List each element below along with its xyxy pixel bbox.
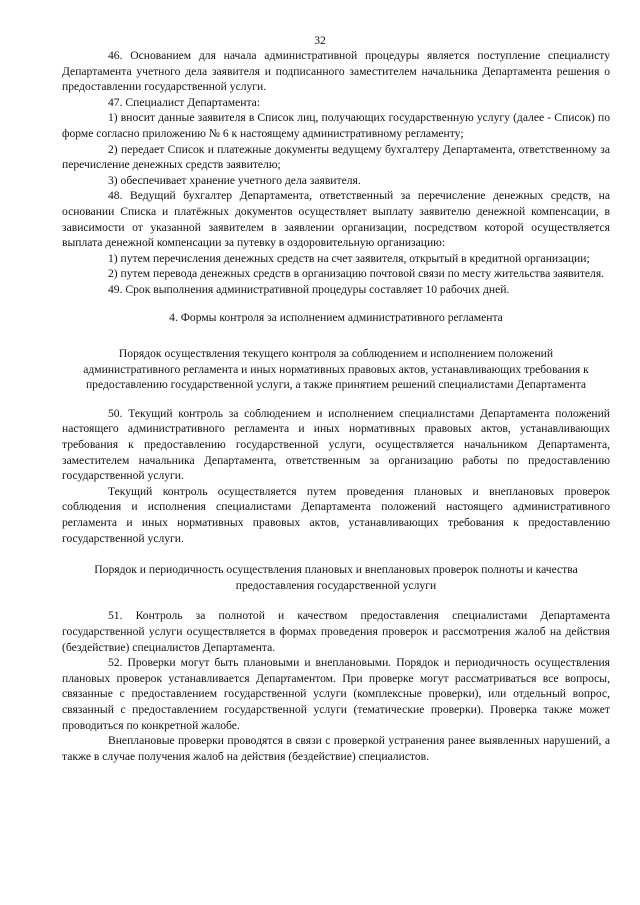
- paragraph-47-item-2: 2) передает Список и платежные документы ведущему бухгалтеру Департамента, ответственному за перечисление денежных средств заявителю;: [62, 142, 610, 172]
- paragraph-52: 52. Проверки могут быть плановыми и внеплановыми. Порядок и периодичность осуществления плановых проверок устанавливается Департаментом. При проверке могут рассматриваться все вопросы, связанные с предоставлением государственной услуги (комплексные проверки), или отдельный вопрос, связанный с предоставлением государственной услуги (тематические проверки). Проверка также может проводиться по конкретной жалобе.: [62, 656, 610, 732]
- paragraph-47-item-1: 1) вносит данные заявителя в Список лиц, получающих государственную услугу (далее - Список) по форме согласно приложению № 6 к настоящему административному регламенту;: [62, 111, 610, 140]
- paragraph-50-continued: Текущий контроль осуществляется путем проведения плановых и внеплановых проверок соблюдения и исполнения специалистами Департамента положений настоящего административного регламента и иных нормативных правовых актов, устанавливающих требования к предоставлению государственной услуги.: [62, 484, 610, 545]
- paragraph-47: 47. Специалист Департамента:: [108, 95, 261, 109]
- paragraph-48: 48. Ведущий бухгалтер Департамента, ответственный за перечисление денежных средств, на основании Списка и платёжных документов осуществляет выплату заявителю денежной компенсации, в зависимости от указанной заявителем в заявлении организации, посредством которой осуществляется выплата денежной компенсации за путевку в оздоровительную организацию:: [62, 189, 610, 250]
- paragraph-46: 46. Основанием для начала административной процедуры является поступление специалисту Департамента учетного дела заявителя и подписанного заместителем начальника Департамента решения о предоставлении государственной услуги.: [62, 49, 610, 94]
- section-title: 4. Формы контроля за исполнением административного регламента: [169, 310, 503, 324]
- document-body: [62, 48, 610, 764]
- subheading-current-control: Порядок осуществления текущего контроля за соблюдением и исполнением положений административного регламента и иных нормативных правовых актов, устанавливающих требования к предоставлению государственной услуги, а также принятием решений специалистами Департамента: [83, 347, 589, 392]
- paragraph-50: 50. Текущий контроль за соблюдением и исполнением специалистами Департамента положений настоящего административного регламента и иных нормативных правовых актов, устанавливающих требования к предоставлению государственной услуги, осуществляется начальником Департамента, заместителем начальника Департамента, ответственным за организацию работы по предоставлению государственной услуги.: [62, 406, 610, 483]
- paragraph-48-item-1: 1) путем перечисления денежных средств на счет заявителя, открытый в кредитной организации;: [108, 251, 590, 265]
- paragraph-48-item-2: 2) путем перевода денежных средств в организацию почтовой связи по месту жительства заявителя.: [108, 267, 605, 281]
- page-number: 32: [314, 34, 326, 47]
- paragraph-49: 49. Срок выполнения административной процедуры составляет 10 рабочих дней.: [108, 282, 510, 296]
- paragraph-52-continued: Внеплановые проверки проводятся в связи с проверкой устранения ранее выявленных нарушений, а также в случае получения жалоб на действия (бездействие) специалистов.: [62, 734, 610, 763]
- subheading-inspections: Порядок и периодичность осуществления плановых и внеплановых проверок полноты и качества предоставления государственной услуги: [94, 563, 578, 592]
- paragraph-51: 51. Контроль за полнотой и качеством предоставления специалистами Департамента государственной услуги осуществляется в формах проведения проверок и рассмотрения жалоб на действия (бездействие) специалистов Департамента.: [62, 609, 610, 654]
- paragraph-47-item-3: 3) обеспечивает хранение учетного дела заявителя.: [108, 173, 361, 187]
